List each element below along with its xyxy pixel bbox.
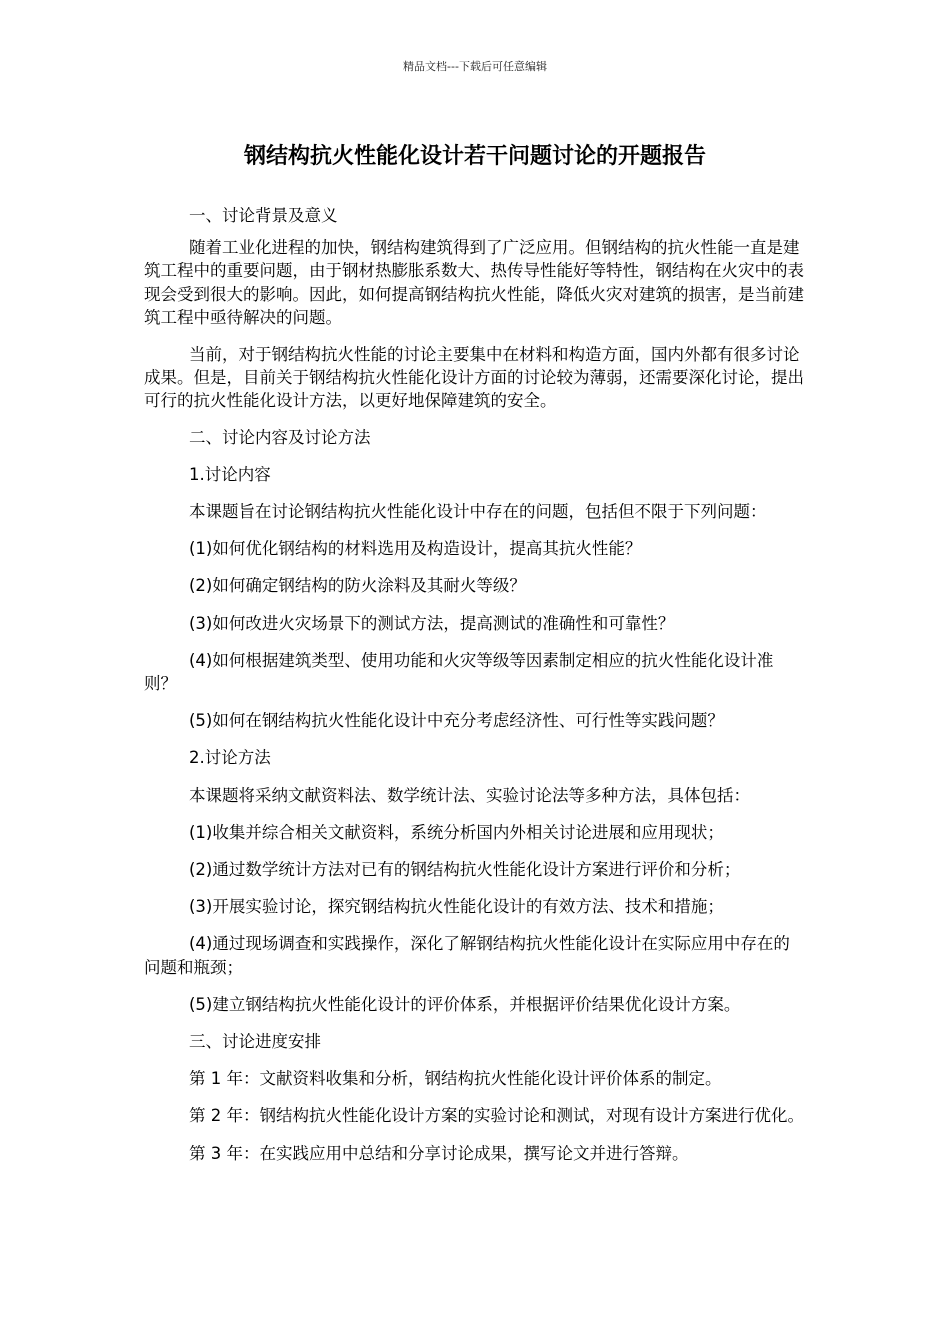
list-item-question-5: (5)如何在钢结构抗火性能化设计中充分考虑经济性、可行性等实践问题？ (189, 711, 724, 731)
list-item-method-3: (3)开展实验讨论，探究钢结构抗火性能化设计的有效方法、技术和措施； (189, 897, 724, 917)
list-item-method-4: (4)通过现场调查和实践操作，深化了解钢结构抗火性能化设计在实际应用中存在的问题和瓶颈； (144, 934, 790, 977)
list-item-question-4: (4)如何根据建筑类型、使用功能和火灾等级等因素制定相应的抗火性能化设计准则？ (144, 650, 774, 694)
paragraph-background-1: 随着工业化进程的加快，钢结构建筑得到了广泛应用。但钢结构的抗火性能一直是建筑工程中的重要问题，由于钢材热膨胀系数大、热传导性能好等特性，钢结构在火灾中的表现会受到很大的影响。因此，如何提高钢结构抗火性能，降低火灾对建筑的损害，是当前建筑工程中亟待解决的问题。 (144, 238, 804, 327)
list-item-method-2: (2)通过数学统计方法对已有的钢结构抗火性能化设计方案进行评价和分析； (189, 860, 741, 880)
schedule-year-3: 第 3 年：在实践应用中总结和分享讨论成果，撰写论文并进行答辩。 (189, 1143, 689, 1163)
list-item-method-5: (5)建立钢结构抗火性能化设计的评价体系，并根据评价结果优化设计方案。 (189, 994, 741, 1014)
list-item-question-2: (2)如何确定钢结构的防火涂料及其耐火等级？ (189, 576, 526, 596)
document-title: 钢结构抗火性能化设计若干问题讨论的开题报告 (243, 144, 706, 169)
schedule-year-2: 第 2 年：钢结构抗火性能化设计方案的实验讨论和测试，对现有设计方案进行优化。 (189, 1106, 804, 1126)
subheading-content: 1.讨论内容 (189, 464, 271, 484)
schedule-year-1: 第 1 年：文献资料收集和分析，钢结构抗火性能化设计评价体系的制定。 (189, 1069, 722, 1089)
section-heading-background: 一、讨论背景及意义 (189, 206, 338, 225)
section-heading-content-methods: 二、讨论内容及讨论方法 (189, 427, 371, 447)
paragraph-methods-intro: 本课题将采纳文献资料法、数学统计法、实验讨论法等多种方法，具体包括： (189, 785, 750, 805)
list-item-method-1: (1)收集并综合相关文献资料，系统分析国内外相关讨论进展和应用现状； (189, 822, 724, 842)
paragraph-background-2: 当前，对于钢结构抗火性能的讨论主要集中在材料和构造方面，国内外都有很多讨论成果。但是，目前关于钢结构抗火性能化设计方面的讨论较为薄弱，还需要深化讨论，提出可行的抗火性能化设计方法，以更好地保障建筑的安全。 (144, 345, 804, 411)
paragraph-content-intro: 本课题旨在讨论钢结构抗火性能化设计中存在的问题，包括但不限于下列问题： (189, 502, 767, 522)
section-heading-schedule: 三、讨论进度安排 (189, 1032, 321, 1052)
list-item-question-3: (3)如何改进火灾场景下的测试方法，提高测试的准确性和可靠性？ (189, 613, 675, 633)
document-body (144, 204, 806, 1179)
subheading-methods: 2.讨论方法 (189, 748, 271, 768)
header-note: 精品文档---下载后可任意编辑 (403, 60, 547, 73)
list-item-question-1: (1)如何优化钢结构的材料选用及构造设计，提高其抗火性能？ (189, 539, 642, 559)
